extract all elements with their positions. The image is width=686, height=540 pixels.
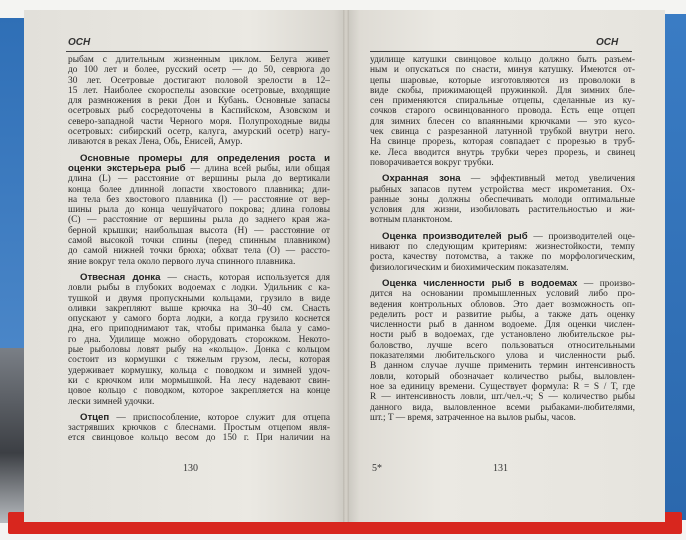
text-line xyxy=(68,257,330,267)
line-text: — длина всей рыбы, или общая xyxy=(185,163,330,174)
term-heading: Отцеп xyxy=(80,412,110,423)
text-line xyxy=(68,236,330,246)
text-line xyxy=(370,300,635,310)
line-text: до 100 лет и более, русский осетр — до 50, севрюга до xyxy=(68,65,330,76)
term-heading: Основные промеры для определения роста и xyxy=(80,153,330,164)
line-text: — произво- xyxy=(577,278,635,289)
right-header-rule xyxy=(370,51,632,52)
line-text: сочков старого освинцованного провода. Есть еще отцеп xyxy=(370,106,635,117)
term-heading: Охранная зона xyxy=(382,174,461,185)
text-line xyxy=(68,164,330,174)
term-heading: Оценка производителей рыб xyxy=(382,231,528,242)
line-text: вотным планктоном. xyxy=(370,215,453,226)
text-line xyxy=(370,279,635,289)
text-line xyxy=(68,86,330,96)
line-text: осетровых: сибирский осетр, калуга, амурский осетр) нагу- xyxy=(68,127,330,138)
line-text: яние вокруг тела около первого луча спинного плавника. xyxy=(68,256,296,267)
line-text: 30 лет. Осетровые достигают половой зрелости в 12– xyxy=(68,75,330,86)
text-line xyxy=(370,117,635,127)
text-line xyxy=(68,423,330,433)
line-text: рыбам с длительным жизненным циклом. Белуга живет xyxy=(68,55,330,65)
line-text: ловли рыбы в глубоких водоемах с лодки. Удильник с ка- xyxy=(68,283,330,294)
left-header-rule xyxy=(66,51,328,52)
line-text: шины рыла до конца чешуйчатого покрова; длина головы xyxy=(68,205,330,216)
text-line xyxy=(68,376,330,386)
text-line xyxy=(68,273,330,283)
text-line xyxy=(370,341,635,351)
line-text: состоит из кормушки с тяжелым грузом, лесы, которая xyxy=(68,355,330,366)
text-line xyxy=(68,106,330,116)
line-text: поворачивается вокруг трубки. xyxy=(370,157,494,168)
text-line xyxy=(68,205,330,215)
left-page-number: 130 xyxy=(183,463,198,474)
text-line xyxy=(370,96,635,106)
line-text: (C) — расстояние от вершины рыла до заднего края жа- xyxy=(68,215,330,226)
text-line xyxy=(370,403,635,413)
text-line xyxy=(370,137,635,147)
paragraph xyxy=(370,174,635,225)
text-line xyxy=(68,127,330,137)
line-text: лески зимней удочки. xyxy=(68,396,155,407)
text-line xyxy=(370,263,635,273)
text-line xyxy=(370,382,635,392)
text-line xyxy=(370,252,635,262)
signature-mark: 5* xyxy=(372,463,382,474)
term-heading: Оценка численности рыб в водоемах xyxy=(382,278,578,289)
line-text: — приспособление, которое служит для отцепа xyxy=(109,412,330,423)
text-line xyxy=(370,195,635,205)
text-line xyxy=(370,76,635,86)
text-line xyxy=(68,335,330,345)
line-text: ловли, который обозначает количество рыбы, выловлен- xyxy=(370,371,635,382)
line-text: удилище катушки свинцовое кольцо должно быть разъем- xyxy=(370,55,635,65)
text-line xyxy=(370,55,635,65)
text-line xyxy=(68,76,330,86)
text-line xyxy=(370,232,635,242)
text-line xyxy=(68,294,330,304)
text-line xyxy=(68,215,330,225)
left-running-head: ОСН xyxy=(68,37,91,48)
line-text: — производителей оце- xyxy=(527,231,635,242)
line-text: до самой нижней точки брюха; обхват тела (O) — рассто- xyxy=(68,246,330,257)
paragraph xyxy=(68,55,330,148)
text-line xyxy=(370,413,635,423)
line-text: сен применяются спиральные отцепы, сделанные из ку- xyxy=(370,96,635,107)
text-line xyxy=(370,106,635,116)
line-text: дится на основании промышленных условий либо про- xyxy=(370,289,635,300)
text-line xyxy=(370,320,635,330)
line-text: дна, его приподнимают так, чтобы приманка была у само- xyxy=(68,324,330,335)
line-text: ным и опускаться по снасти, минуя катушку. Имеются от- xyxy=(370,65,635,76)
line-text: На свинце прорезь, которая совпадает с прорезью в труб- xyxy=(370,137,635,148)
text-line xyxy=(68,174,330,184)
text-line xyxy=(370,86,635,96)
line-text: — эффективный метод увеличения xyxy=(460,174,635,185)
text-line xyxy=(68,433,330,443)
line-text: условия для жизни, изобиловать растительностью и жи- xyxy=(370,205,635,216)
line-text: виде скобы, прижимающей пружинкой. Для зимних бле- xyxy=(370,85,635,96)
text-line xyxy=(68,137,330,147)
line-text: ранные зоны должны обеспечивать молоди оптимальные xyxy=(370,194,635,205)
line-text: В данном случае лучше применить термин интенсивность xyxy=(370,361,635,372)
line-text: ется свинцовое кольцо весом до 150 г. При наличии на xyxy=(68,433,330,444)
paragraph xyxy=(370,232,635,273)
text-line xyxy=(370,351,635,361)
text-line xyxy=(370,174,635,184)
text-line xyxy=(68,314,330,324)
text-line xyxy=(370,310,635,320)
text-line xyxy=(68,366,330,376)
text-line xyxy=(68,55,330,65)
line-text: берной крышки; наибольшая высота (H) — расстояние от xyxy=(68,225,330,236)
paragraph xyxy=(68,413,330,444)
line-text: цепы шаровые, которые изготовляются из проволоки в xyxy=(370,75,635,86)
line-text: рыбных запасов путем устройства мест икрометания. Ох- xyxy=(370,184,635,195)
paragraph xyxy=(370,279,635,423)
text-line xyxy=(68,355,330,365)
right-page-number: 131 xyxy=(493,463,508,474)
term-heading: Отвесная донка xyxy=(80,272,161,283)
line-text: нивают по следующим критериям: жизнестойкости, темпу xyxy=(370,242,635,253)
line-text: оливки закрепляют выше крючка на 30–40 см. Снасть xyxy=(68,303,330,314)
line-text: опускают у самого борта лодки, а когда грузило коснется xyxy=(68,314,330,325)
line-text: застрявших крючков с блеснами. Простым отцепом явля- xyxy=(68,423,330,434)
text-line xyxy=(68,185,330,195)
left-page-body xyxy=(68,55,330,450)
paragraph xyxy=(68,273,330,407)
text-line xyxy=(370,392,635,402)
text-line xyxy=(68,386,330,396)
line-text: конца более длинной лопасти хвостового плавника; дли- xyxy=(68,184,330,195)
line-text: осетровых рыб сосредоточены в Каспийском, Азовском и xyxy=(68,106,330,117)
book-spine xyxy=(343,10,349,522)
line-text: удерживает кормушку, кольца с поводком и зимней удоч- xyxy=(68,365,330,376)
text-line xyxy=(370,185,635,195)
text-line xyxy=(68,413,330,423)
line-text: для размножения в реки Дон и Кубань. Основные запасы xyxy=(68,96,330,107)
line-text: R — интенсивность ловли, шт./чел.-ч; S — количество рыбы xyxy=(370,392,635,403)
text-line xyxy=(370,289,635,299)
line-text: ное за единицу времени. Существует формула: R = S / T, где xyxy=(370,381,635,392)
line-text: ведения контрольных обловов. Это дает возможность оп- xyxy=(370,299,635,310)
line-text: роста, качеству потомства, а также по морфологическим, xyxy=(370,252,635,263)
text-line xyxy=(370,215,635,225)
paragraph xyxy=(68,154,330,267)
line-text: ке. Леса вводится внутрь трубки через прорезь, и свинец xyxy=(370,147,635,158)
line-text: данного вида, выловленное всеми рыбаками-любителями, xyxy=(370,402,635,413)
text-line xyxy=(370,127,635,137)
term-heading: оценки экстерьера рыб xyxy=(68,163,186,174)
line-text: чек свинца с разрезанной латунной трубкой внутри него. xyxy=(370,127,635,138)
line-text: шт.; T — время, затраченное на вылов рыбы, часов. xyxy=(370,412,576,423)
text-line xyxy=(68,154,330,164)
line-text: ности рыб в водоемах, где установлено любительское ры- xyxy=(370,330,635,341)
right-page-body xyxy=(370,55,635,429)
text-line xyxy=(370,242,635,252)
line-text: го дна. Удилище можно оборудовать сторожком. Некото- xyxy=(68,334,330,345)
text-line xyxy=(370,372,635,382)
text-line xyxy=(370,205,635,215)
line-text: показателями любительского улова и численности рыб. xyxy=(370,351,635,362)
line-text: ределить рост и развитие рыбы, а также дать оценку xyxy=(370,309,635,320)
line-text: боловство, лучше всего пользоваться относительными xyxy=(370,340,635,351)
line-text: тушкой и двумя пропускными кольцами, грузило в виде xyxy=(68,293,330,304)
right-running-head: ОСН xyxy=(596,37,619,48)
line-text: ки с крючком или мормышкой. На лесу надевают свин- xyxy=(68,375,330,386)
text-line xyxy=(68,226,330,236)
text-line xyxy=(370,148,635,158)
text-line xyxy=(68,246,330,256)
line-text: на тела без хвостового плавника (l) — расстояние от вер- xyxy=(68,194,330,205)
line-text: 15 лет. Наиболее скороспелы азовские осетровые, входящие xyxy=(68,85,330,96)
text-line xyxy=(370,158,635,168)
text-line xyxy=(68,65,330,75)
text-line xyxy=(68,195,330,205)
text-line xyxy=(68,304,330,314)
text-line xyxy=(68,283,330,293)
line-text: ливаются в реках Лена, Обь, Енисей, Амур. xyxy=(68,137,243,148)
text-line xyxy=(370,361,635,371)
line-text: для зимних блесен со впаянными крючками — это кусо- xyxy=(370,116,635,127)
line-text: цовое кольцо с поводком, которое закрепляется на конце xyxy=(68,386,330,397)
line-text: физиологическим и биохимическим показателям. xyxy=(370,262,569,273)
text-line xyxy=(68,117,330,127)
line-text: северо-западной части Черного моря. Полупроходные виды xyxy=(68,116,330,127)
paragraph xyxy=(370,55,635,168)
line-text: рые рыболовы ловят рыбу на «кольцо». Донка с кольцом xyxy=(68,345,330,356)
line-text: длина (L) — расстояние от вершины рыла до вертикали xyxy=(68,174,330,185)
line-text: — снасть, которая используется для xyxy=(160,272,330,283)
text-line xyxy=(370,65,635,75)
text-line xyxy=(68,397,330,407)
text-line xyxy=(370,330,635,340)
line-text: самой высокой точки спины (перед спинным плавником) xyxy=(68,236,330,247)
line-text: численности рыб в данном водоеме. Для оценки числен- xyxy=(370,320,635,331)
text-line xyxy=(68,324,330,334)
text-line xyxy=(68,96,330,106)
text-line xyxy=(68,345,330,355)
